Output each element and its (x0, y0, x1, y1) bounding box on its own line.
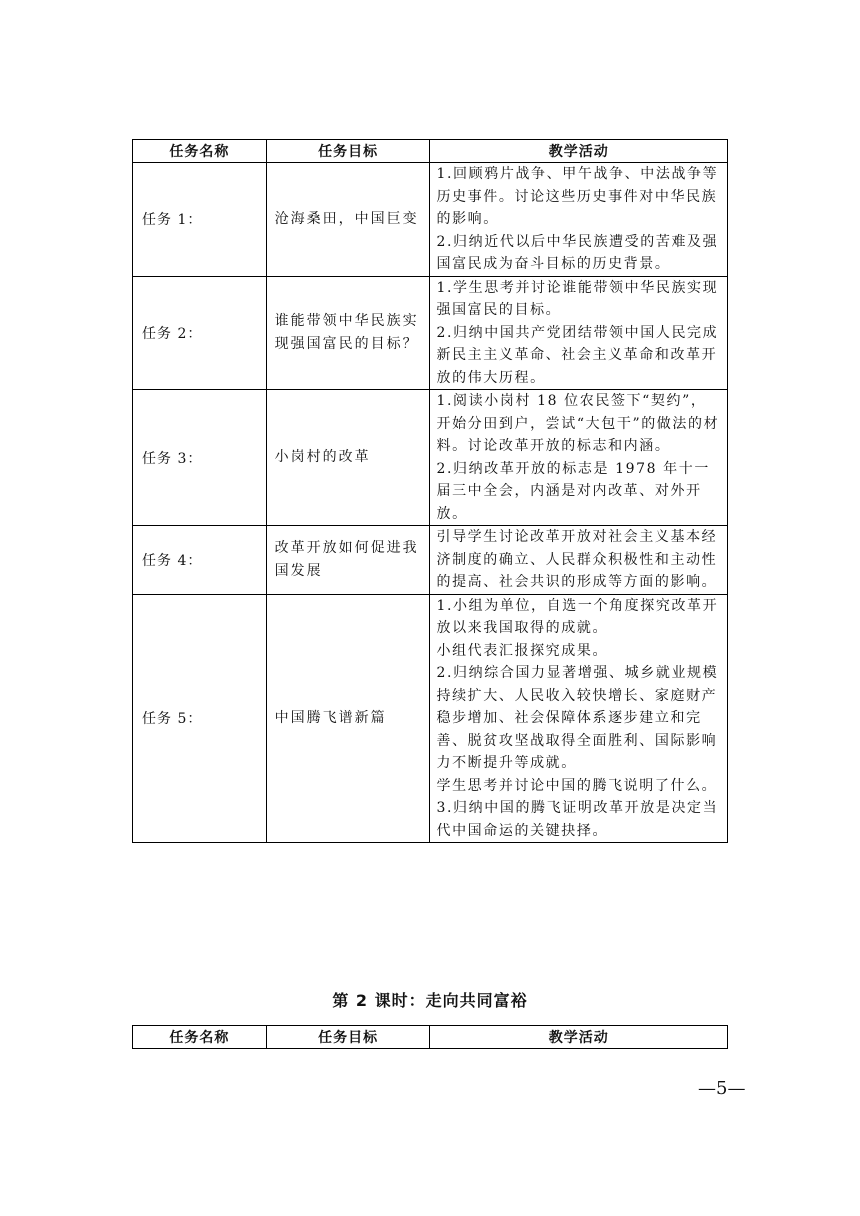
header-task-name: 任务名称 (133, 1026, 267, 1049)
activity-paragraph: 1.小组为单位，自选一个角度探究改革开放以来我国取得的成就。 (436, 597, 719, 636)
activity-paragraph: 2.归纳近代以后中华民族遭受的苦难及强国富民成为奋斗目标的历史背景。 (436, 233, 719, 272)
page-number: —5— (698, 1078, 746, 1099)
task-activity-cell (430, 594, 728, 843)
task-activity-cell (430, 163, 728, 277)
activity-paragraph: 2.归纳改革开放的标志是 1978 年十一届三中全会，内涵是对内改革、对外开放。 (436, 460, 710, 522)
table-row (133, 276, 728, 390)
activity-paragraph: 1.学生思考并讨论谁能带领中华民族实现强国富民的目标。 (436, 279, 719, 318)
activity-paragraph: 引导学生讨论改革开放对社会主义基本经济制度的确立、人民群众积极性和主动性的提高、社会共识的形成等方面的影响。 (436, 529, 718, 590)
table-row (133, 163, 728, 277)
table-row (133, 594, 728, 843)
task-name-cell: 任务 5： (133, 594, 267, 843)
activity-paragraph: 2.归纳中国共产党团结带领中国人民完成新民主主义革命、社会主义革命和改革开放的伟大历程。 (436, 324, 719, 386)
activity-paragraph: 1.回顾鸦片战争、甲午战争、中法战争等历史事件。讨论这些历史事件对中华民族的影响。 (436, 166, 719, 227)
header-teaching-activity: 教学活动 (430, 140, 728, 163)
table-row (133, 390, 728, 526)
task-goal-cell: 小岗村的改革 (266, 390, 430, 526)
activity-paragraph: 3.归纳中国的腾飞证明改革开放是决定当代中国命运的关键抉择。 (436, 800, 719, 839)
task-table-lesson-2 (132, 1025, 728, 1049)
task-goal-cell: 中国腾飞谱新篇 (266, 594, 430, 843)
task-name-cell: 任务 3： (133, 390, 267, 526)
header-task-name: 任务名称 (133, 140, 267, 163)
header-task-goal: 任务目标 (266, 140, 430, 163)
header-teaching-activity: 教学活动 (430, 1026, 728, 1049)
task-goal-cell: 沧海桑田，中国巨变 (266, 163, 430, 277)
task-name-cell: 任务 4： (133, 526, 267, 595)
task-name-cell: 任务 2： (133, 276, 267, 390)
header-task-goal: 任务目标 (266, 1026, 430, 1049)
task-table-lesson-1 (132, 139, 728, 843)
task-activity-cell (430, 390, 728, 526)
activity-paragraph: 2.归纳综合国力显著增强、城乡就业规模持续扩大、人民收入较快增长、家庭财产稳步增加、社会保障体系逐步建立和完善、脱贫攻坚战取得全面胜利、国际影响力不断提升等成就。 (436, 665, 719, 771)
lesson-2-title: 第 2 课时：走向共同富裕 (332, 991, 528, 1010)
table-row (133, 526, 728, 595)
task-name-cell: 任务 1： (133, 163, 267, 277)
task-activity-cell (430, 276, 728, 390)
task-goal-cell: 改革开放如何促进我国发展 (266, 526, 430, 595)
task-goal-cell: 谁能带领中华民族实现强国富民的目标？ (266, 276, 430, 390)
table-header-row (133, 1026, 728, 1049)
activity-paragraph: 小组代表汇报探究成果。 (436, 642, 609, 659)
activity-paragraph: 学生思考并讨论中国的腾飞说明了什么。 (436, 777, 718, 794)
activity-paragraph: 1.阅读小岗村 18 位农民签下“契约”，开始分田到户，尝试“大包干”的做法的材料。讨论改革开放的标志和内涵。 (436, 393, 720, 454)
table-header-row (133, 140, 728, 163)
task-activity-cell (430, 526, 728, 595)
